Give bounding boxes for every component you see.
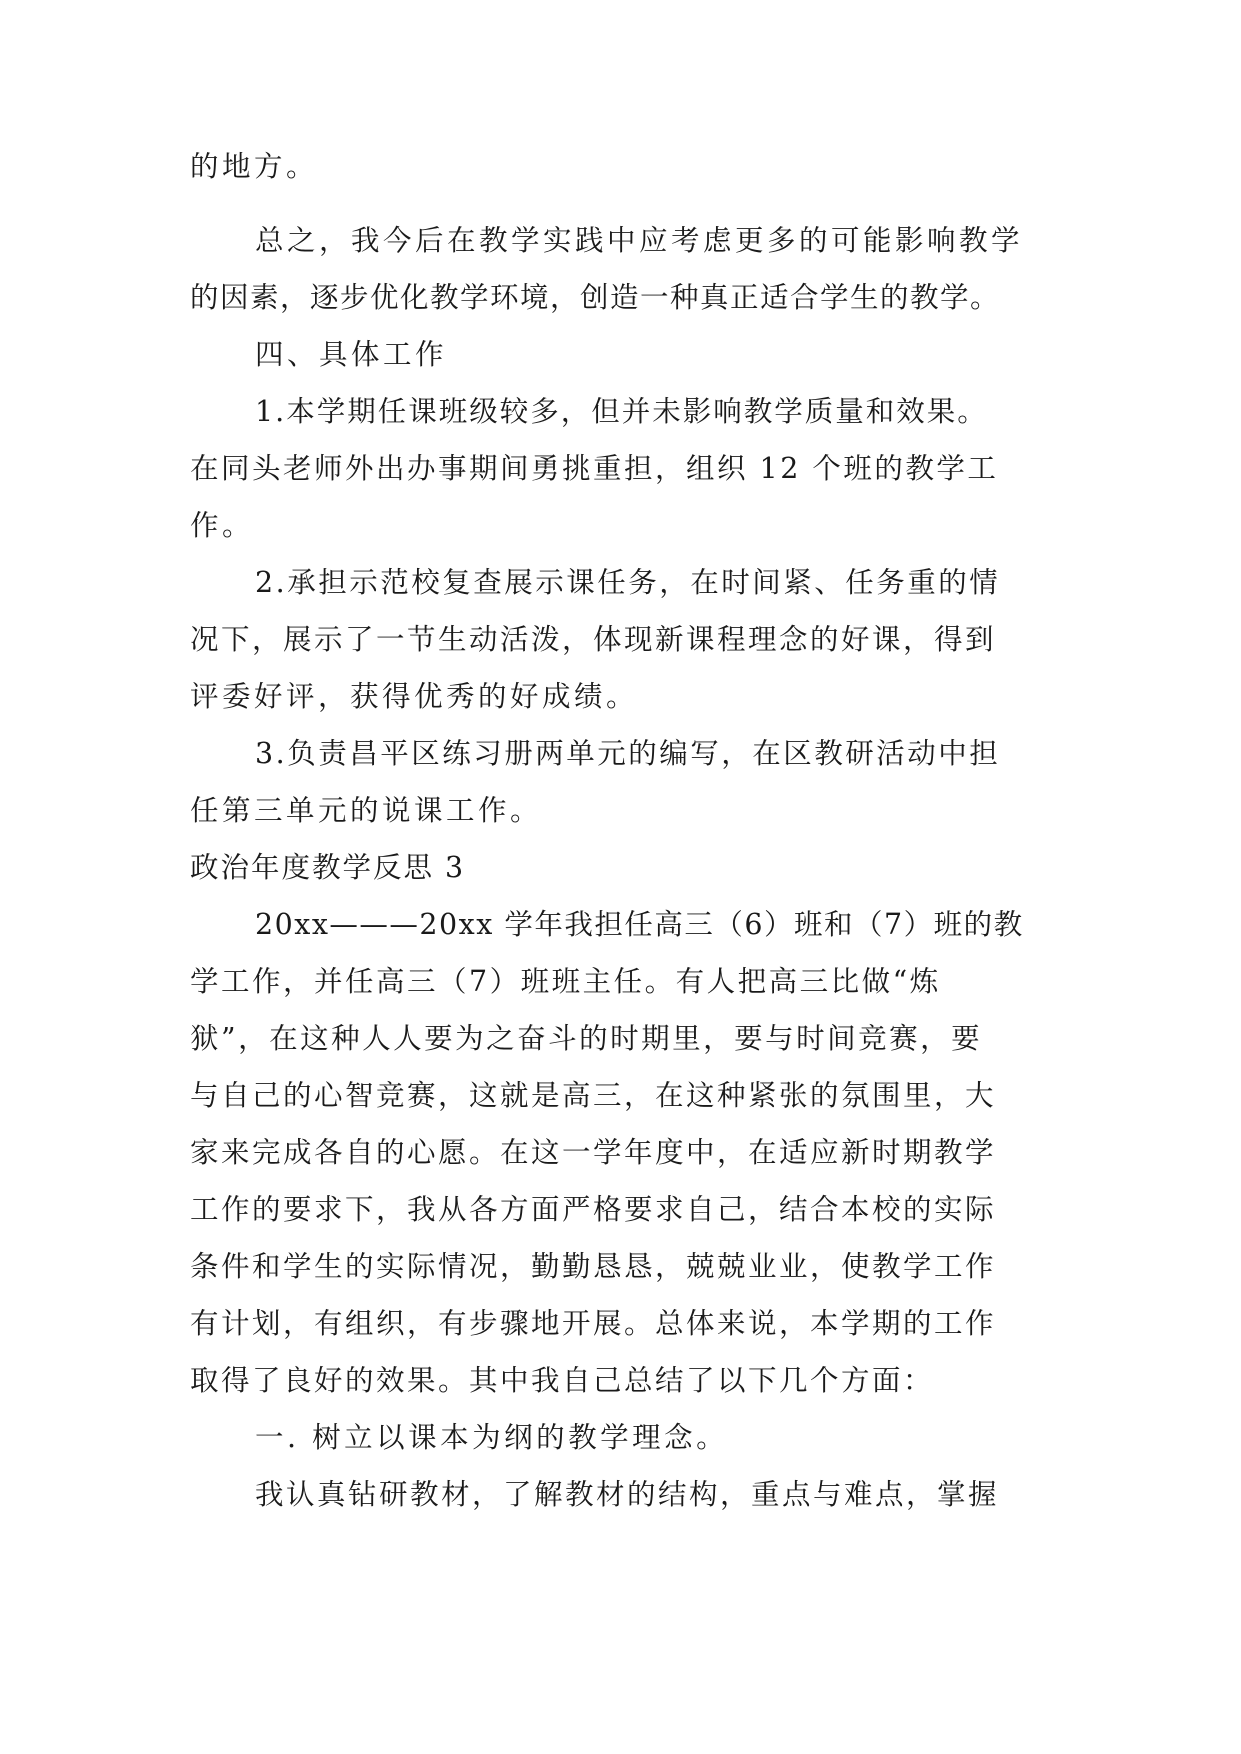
text-line: 总之，我今后在教学实践中应考虑更多的可能影响教学 bbox=[255, 224, 1024, 257]
text-line: 在同头老师外出办事期间勇挑重担，组织 12 个班的教学工 bbox=[190, 452, 999, 485]
text-line: 狱”，在这种人人要为之奋斗的时期里，要与时间竞赛，要 bbox=[190, 1022, 983, 1055]
text-line: 与自己的心智竞赛，这就是高三，在这种紧张的氛围里，大 bbox=[190, 1079, 997, 1112]
text-line: 工作的要求下，我从各方面严格要求自己，结合本校的实际 bbox=[190, 1193, 997, 1226]
section-heading: 一. 树立以课本为纲的教学理念。 bbox=[255, 1421, 729, 1454]
text-line: 的因素，逐步优化教学环境，创造一种真正适合学生的教学。 bbox=[190, 281, 1001, 314]
text-line: 3.负责昌平区练习册两单元的编写，在区教研活动中担 bbox=[255, 737, 1001, 770]
text-line: 任第三单元的说课工作。 bbox=[190, 794, 543, 827]
text-line: 条件和学生的实际情况，勤勤恳恳，兢兢业业，使教学工作 bbox=[190, 1250, 997, 1283]
text-line: 学工作，并任高三（7）班班主任。有人把高三比做“炼 bbox=[190, 965, 941, 998]
text-line: 取得了良好的效果。其中我自己总结了以下几个方面： bbox=[190, 1364, 935, 1397]
text-line: 2.承担示范校复查展示课任务，在时间紧、任务重的情 bbox=[255, 566, 1001, 599]
section-title: 政治年度教学反思 3 bbox=[190, 851, 466, 884]
section-heading: 四、具体工作 bbox=[255, 338, 448, 371]
text-line: 有计划，有组织，有步骤地开展。总体来说，本学期的工作 bbox=[190, 1307, 997, 1340]
text-line: 我认真钻研教材，了解教材的结构，重点与难点，掌握 bbox=[255, 1478, 1000, 1511]
text-line: 评委好评，获得优秀的好成绩。 bbox=[190, 680, 639, 713]
text-line: 20xx———20xx 学年我担任高三（6）班和（7）班的教 bbox=[255, 908, 1024, 941]
text-line: 的地方。 bbox=[190, 150, 319, 183]
text-line: 1.本学期任课班级较多，但并未影响教学质量和效果。 bbox=[255, 395, 988, 428]
text-line: 况下，展示了一节生动活泼，体现新课程理念的好课，得到 bbox=[190, 623, 997, 656]
text-line: 家来完成各自的心愿。在这一学年度中，在适应新时期教学 bbox=[190, 1136, 997, 1169]
text-line: 作。 bbox=[190, 509, 255, 542]
